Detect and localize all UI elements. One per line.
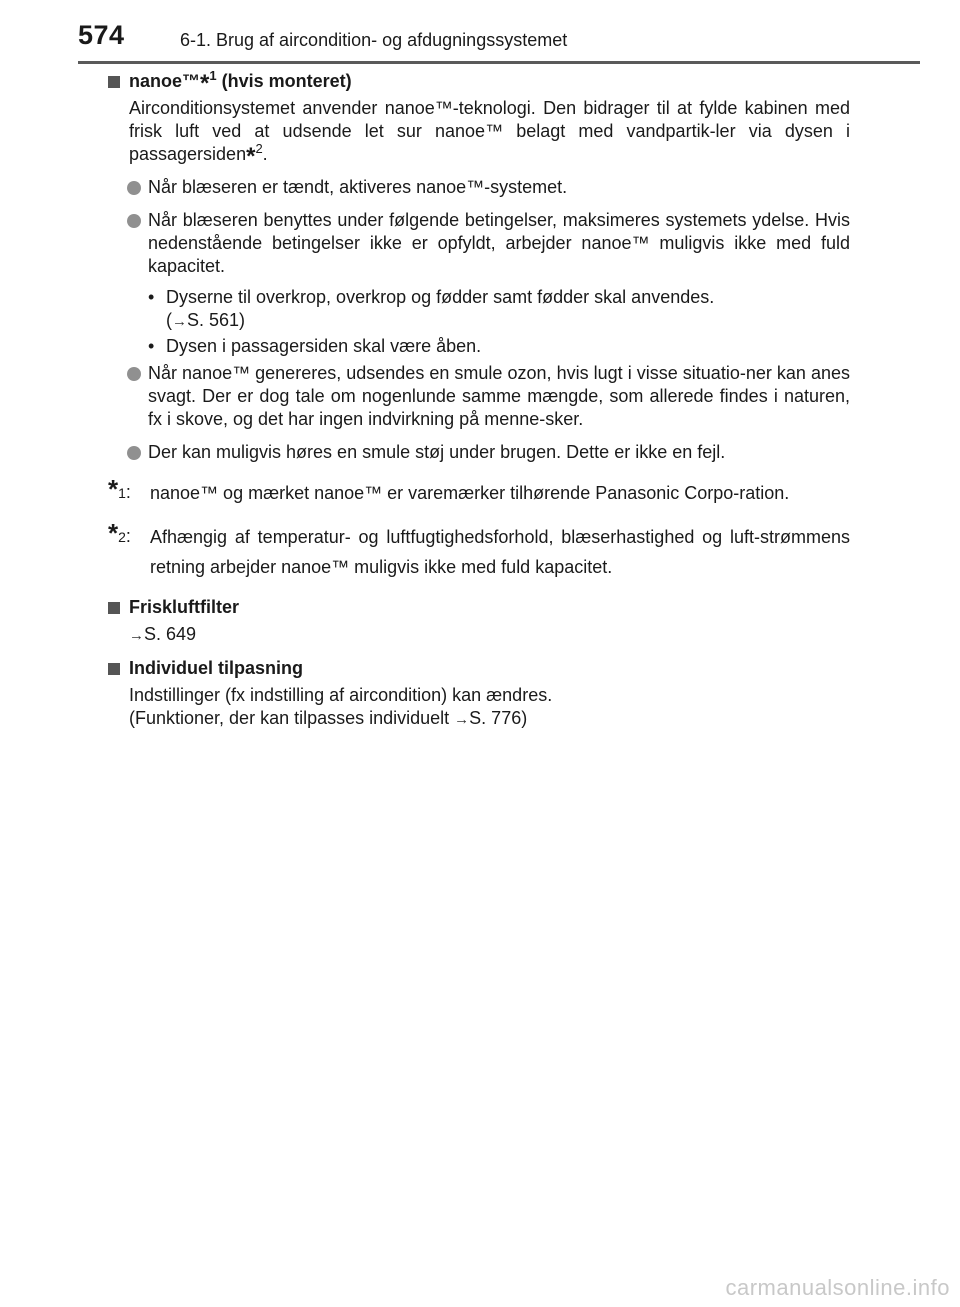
square-marker-icon <box>108 76 120 88</box>
bullet-dot-icon <box>127 367 141 381</box>
page-reference-link[interactable]: S. 776) <box>469 708 528 728</box>
arrow-right-icon: → <box>129 627 144 644</box>
section-heading-friskluftfilter: Friskluftfilter <box>108 596 850 619</box>
sub-list-item: • Dysen i passagersiden skal være åben. <box>148 336 482 356</box>
asterisk-icon: * <box>108 474 119 504</box>
list-item: Når blæseren benyttes under følgende betingelser, maksimeres systemets ydelse. Hvis nedenstående betingelser ikke er opfyldt, arbejder nanoe™ muligvis ikke med fuld kapacitet. <box>108 209 850 278</box>
nanoe-paragraph: Airconditionsystemet anvender nanoe™-teknologi. Den bidrager til at fylde kabinen med frisk luft ved at udsende let sur nanoe™ belagt med vandpartik-ler via dysen i passagersiden*$^2$. <box>129 98 850 170</box>
footnote-2: *$^2$: Afhængig af temperatur- og luftfugtighedsforhold, blæserhastighed og luft-strømmens retning arbejder nanoe™ muligvis ikke med fuld kapacitet. <box>108 518 850 577</box>
bullet-dot-icon <box>127 214 141 228</box>
arrow-right-icon: → <box>172 313 187 330</box>
friskluft-reference <box>108 623 850 647</box>
section-heading-individuel: Individuel tilpasning <box>108 657 850 680</box>
footnote-ref: 2 <box>255 141 263 156</box>
page-content <box>108 70 850 731</box>
asterisk-icon: * <box>200 70 210 97</box>
asterisk-icon: * <box>108 518 119 548</box>
list-item: Når nanoe™ genereres, udsendes en smule ozon, hvis lugt i visse situatio-ner kan anes svagt. Der er dog tale om nogenlunde samme mængde, som allerede findes i naturen, fx i skove, og det har ingen indvirkning på menne-sker. <box>108 362 850 431</box>
sub-bullet-icon: • <box>148 336 155 356</box>
page-reference-link[interactable]: S. 561) <box>187 310 246 330</box>
watermark: carmanualsonline.info <box>725 1275 950 1300</box>
arrow-right-icon: → <box>454 711 470 728</box>
asterisk-icon: * <box>246 143 256 170</box>
square-marker-icon <box>108 602 120 614</box>
list-item: Når blæseren er tændt, aktiveres nanoe™-systemet. <box>108 176 850 199</box>
header-rule <box>78 61 920 64</box>
list-item: Der kan muligvis høres en smule støj under brugen. Dette er ikke en fejl. <box>108 441 850 464</box>
page-reference-link[interactable]: S. 649 <box>144 624 197 644</box>
sub-list-item: • Dyserne til overkrop, overkrop og fødder samt fødder skal anvendes. (→S. 561) <box>148 287 715 330</box>
footnote-ref: 1 <box>209 68 217 83</box>
section-heading-nanoe: nanoe™*$^1$ (hvis monteret) <box>108 70 850 93</box>
sub-bullet-icon: • <box>148 287 155 307</box>
footnote-1: *$^1$: nanoe™ og mærket nanoe™ er varemærker tilhørende Panasonic Corpo-ration. <box>108 474 790 504</box>
square-marker-icon <box>108 663 120 675</box>
bullet-dot-icon <box>127 446 141 460</box>
bullet-dot-icon <box>127 181 141 195</box>
individuel-text: Indstillinger (fx indstilling af aircondition) kan ændres. (Funktioner, der kan tilpasses individuelt →S. 776) <box>129 685 553 728</box>
chapter-title: 6-1. Brug af aircondition- og afdugningssystemet <box>180 30 568 50</box>
page-number: 574 <box>78 20 125 50</box>
page-header <box>78 18 920 62</box>
